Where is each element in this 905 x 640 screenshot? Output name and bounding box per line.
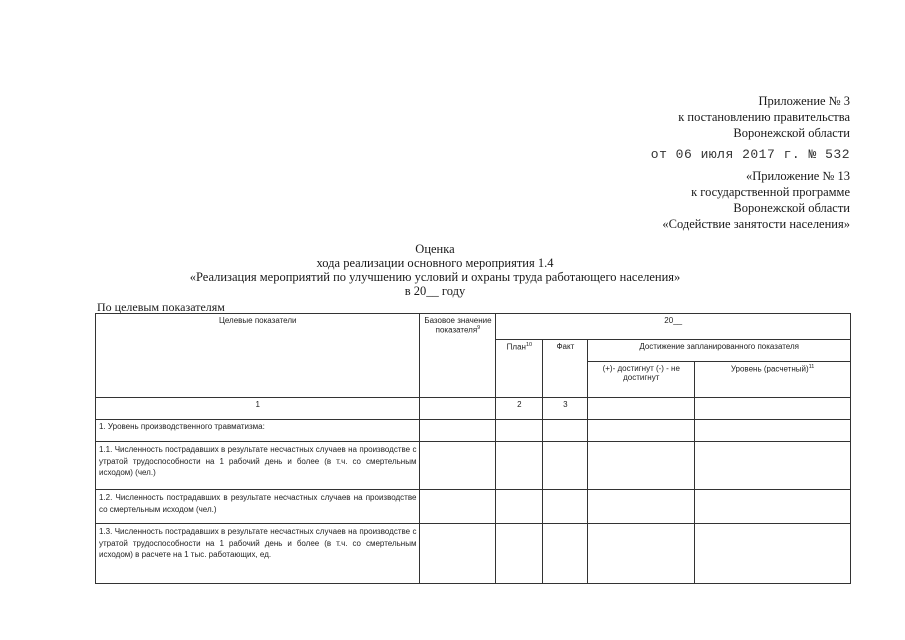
- table-cell: [420, 420, 496, 442]
- header-plan-footnote: 10: [525, 342, 533, 348]
- appendix-number: Приложение № 3: [758, 94, 850, 108]
- table-row: [96, 524, 851, 584]
- indicator-name: 1.1. Численность пострадавших в результате несчастных случаев на производстве с утратой трудоспособности на 1 рабочий день и более (в т.ч. со смертельным исходом) (чел.): [96, 442, 420, 490]
- table-cell: [543, 490, 588, 524]
- program-appendix-name-line: «Содействие занятости населения»: [662, 217, 850, 231]
- column-number-3: 3: [543, 398, 588, 420]
- table-cell: [496, 490, 543, 524]
- table-cell: [588, 490, 695, 524]
- program-appendix: [662, 168, 850, 232]
- header-base-value: [420, 314, 496, 398]
- program-appendix-program-line: к государственной программе: [691, 185, 850, 199]
- table-cell: [588, 442, 695, 490]
- header-reached: (+)- достигнут (-) - не достигнут: [588, 362, 695, 398]
- header-plan-label: План: [506, 342, 526, 352]
- header-indicators: Целевые показатели: [96, 314, 420, 398]
- program-appendix-region-line: Воронежской области: [733, 201, 850, 215]
- header-level: [695, 362, 851, 398]
- table-cell: [420, 524, 496, 584]
- document-title: [160, 242, 710, 298]
- header-level-footnote: 11: [808, 364, 815, 370]
- program-appendix-number: «Приложение № 13: [745, 169, 850, 183]
- table-cell: [588, 524, 695, 584]
- table-row: [96, 420, 851, 442]
- table-cell: [420, 490, 496, 524]
- appendix-resolution-line: к постановлению правительства: [678, 110, 850, 124]
- table-cell: [496, 420, 543, 442]
- table-cell: [588, 420, 695, 442]
- column-number-empty: [695, 398, 851, 420]
- table-cell: [543, 524, 588, 584]
- indicators-table: [95, 313, 851, 584]
- table-cell: [496, 442, 543, 490]
- table-cell: [695, 420, 851, 442]
- column-number-1: 1: [96, 398, 420, 420]
- table-cell: [543, 442, 588, 490]
- header-level-label: Уровень (расчетный): [730, 364, 809, 374]
- table-cell: [695, 490, 851, 524]
- government-resolution-appendix: [651, 93, 850, 163]
- table-cell: [543, 420, 588, 442]
- table-cell: [695, 442, 851, 490]
- header-achievement: Достижение запланированного показателя: [588, 340, 851, 362]
- column-number-empty: [588, 398, 695, 420]
- header-base-footnote: 9: [477, 325, 481, 331]
- header-year: 20__: [496, 314, 851, 340]
- header-base-label: Базовое значение показателя: [424, 316, 492, 335]
- table-row: [96, 490, 851, 524]
- table-row: [96, 442, 851, 490]
- appendix-region-line: Воронежской области: [733, 126, 850, 140]
- resolution-date-stamp: от 06 июля 2017 г. № 532: [650, 147, 850, 162]
- column-number-empty: [420, 398, 496, 420]
- table-cell: [496, 524, 543, 584]
- table-caption: По целевым показателям: [97, 300, 225, 314]
- title-line-3: «Реализация мероприятий по улучшению условий и охраны труда работающего населения»: [189, 270, 681, 284]
- table-cell: [420, 442, 496, 490]
- indicator-name: 1.3. Численность пострадавших в результате несчастных случаев на производстве с утратой трудоспособности на 1 рабочий день и более (в т.ч. со смертельным исходом) в расчете на 1 тыс. работающих, ед.: [96, 524, 420, 584]
- column-number-2: 2: [496, 398, 543, 420]
- title-line-4: в 20__ году: [404, 284, 466, 298]
- header-fact: Факт: [543, 340, 588, 398]
- table-cell: [695, 524, 851, 584]
- indicator-name: 1. Уровень производственного травматизма:: [96, 420, 420, 442]
- title-line-2: хода реализации основного мероприятия 1.4: [316, 256, 554, 270]
- indicator-name: 1.2. Численность пострадавших в результате несчастных случаев на производстве со смертельным исходом (чел.): [96, 490, 420, 524]
- title-line-1: Оценка: [415, 242, 455, 256]
- header-plan: [496, 340, 543, 398]
